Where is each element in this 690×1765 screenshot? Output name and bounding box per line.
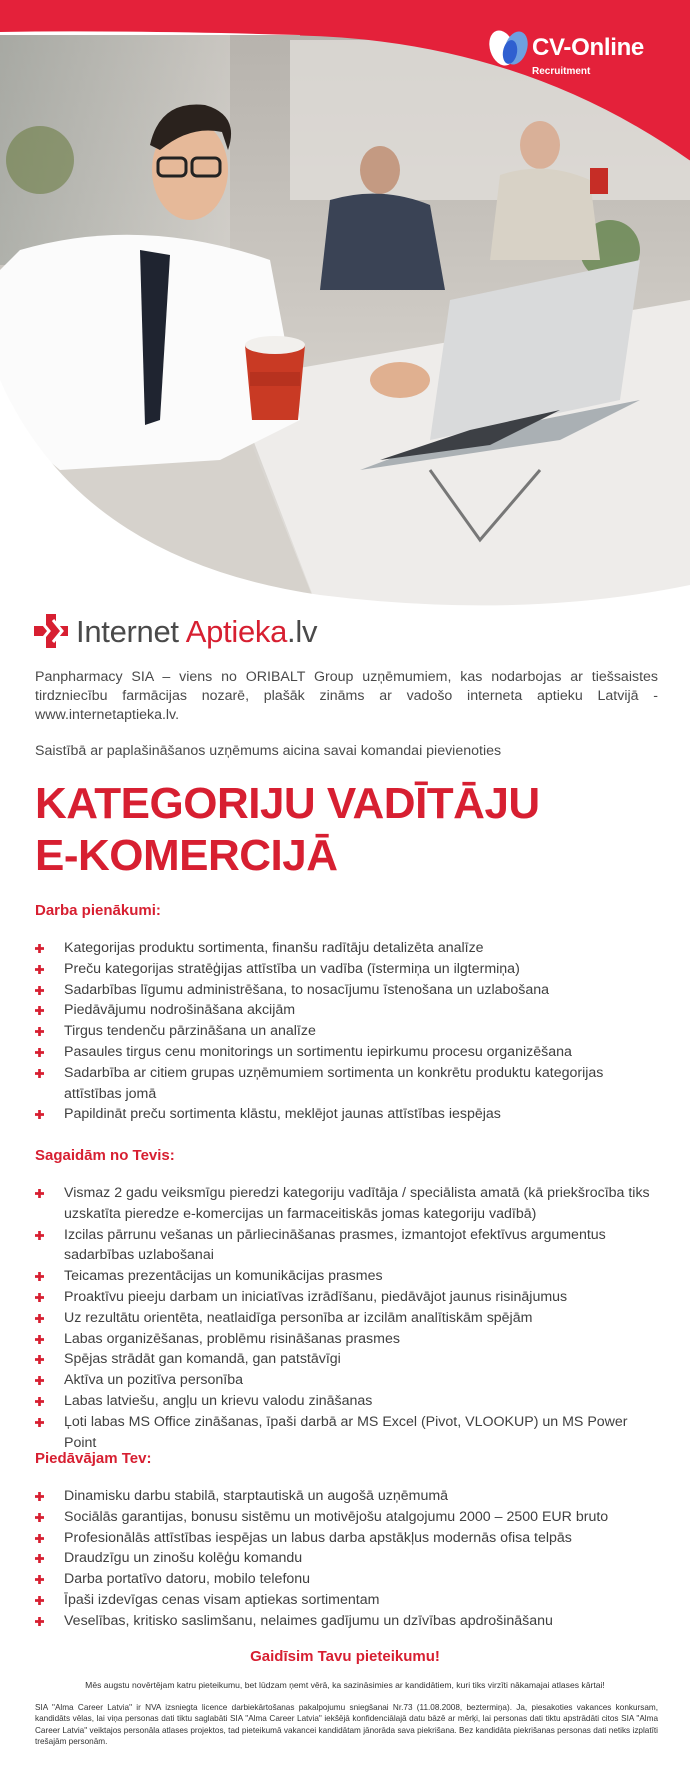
cv-online-name: CV-Online: [532, 34, 644, 61]
bullet-icon: [35, 1048, 44, 1057]
logo-part-aptieka: Aptieka: [185, 614, 288, 649]
list-item-text: Sociālās garantijas, bonusu sistēmu un motivējošu atalgojumu 2000 – 2500 EUR bruto: [64, 1508, 609, 1525]
list-item: [35, 1548, 660, 1569]
list-item-text: Kategorijas produktu sortimenta, finanšu radītāju detalizēta analīze: [64, 940, 484, 956]
invite-text: Saistībā ar paplašināšanos uzņēmums aicina savai komandai pievienoties: [35, 743, 502, 759]
list-item-text: Proaktīvu pieeju darbam un iniciatīvas izrādīšanu, piedāvājot jaunus risinājumus: [64, 1288, 568, 1305]
list-item: [35, 1569, 660, 1590]
legal-disclaimer: SIA "Alma Career Latvia" ir NVA izsniegta licence darbiekārtošanas pakalpojumu sniegšanai Nr.73 (11.08.2008, beztermiņa). Ja, piesakoties vakances konkursam, kandidāts vēlas, lai viņa personas dati tiktu saglabāti SIA "Alma Career Latvia" iekšējā konfidenciālajā datu bāzē ar mērķi, lai personas dati tiktu apstrādāti citos SIA "Alma Career Latvia" veiktajos personāla atlases projektos, tad pieteikumā vakancei kandidātam jānorāda sava piekrišana. Bez kandidāta piekrišanas personas dati netiks izplatīti trešajām personām.: [35, 1703, 658, 1747]
list-item: [35, 1266, 660, 1287]
list-item: [35, 1308, 660, 1329]
list-item-text: Preču kategorijas stratēģijas attīstība un vadība (īstermiņa un ilgtermiņa): [64, 960, 520, 977]
bullet-icon: [35, 1110, 44, 1119]
list-item-text: Pasaules tirgus cenu monitorings un sortimentu iepirkumu procesu organizēšana: [64, 1043, 572, 1060]
bullet-icon: [35, 1575, 44, 1584]
list-item: [35, 1104, 660, 1125]
bullet-icon: [35, 944, 44, 953]
hero-photo: [0, 0, 690, 640]
cv-online-sub: Recruitment: [532, 66, 591, 77]
selection-note: Mēs augstu novērtējam katru pieteikumu, bet lūdzam ņemt vērā, ka sazināsimies ar kandidātiem, kuri tiks virzīti nākamajai atlases kārtai!: [85, 1680, 605, 1690]
logo-part-internet: Internet: [76, 614, 179, 649]
list-item-text: Spējas strādāt gan komandā, gan patstāvīgi: [64, 1351, 341, 1368]
list-item-text: Izcilas pārrunu vešanas un pārliecināšanas prasmes, izmantojot efektīvus argumentus sadarbības uzlabošanai: [64, 1226, 606, 1264]
list-item: [35, 1287, 660, 1308]
hero-banner: [0, 0, 690, 640]
internet-aptieka-wordmark: [76, 614, 317, 650]
bullet-icon: [35, 1027, 44, 1036]
intro-text: Panpharmacy SIA – viens no ORIBALT Group uzņēmumiem, kas nodarbojas ar tiešsaistes tirdzniecību farmācijas nozarē, plašāk zināms ar vadošo interneta aptieku Latvijā - www.internetaptieka.lv.: [35, 669, 658, 723]
list-item: [35, 1412, 660, 1454]
list-item: [35, 1183, 660, 1225]
list-item: [35, 1528, 660, 1549]
bullet-icon: [35, 1534, 44, 1543]
list-item: [35, 1391, 660, 1412]
list-item: [35, 1349, 660, 1370]
requirements-list: [35, 1183, 660, 1453]
list-item-text: Papildināt preču sortimenta klāstu, meklējot jaunas attīstības iespējas: [64, 1106, 501, 1123]
list-item-text: Ļoti labas MS Office zināšanas, īpaši darbā ar MS Excel (Pivot, VLOOKUP) un MS Power Point: [64, 1413, 628, 1451]
list-item: [35, 1611, 660, 1632]
bullet-icon: [35, 1596, 44, 1605]
list-item-text: Teicamas prezentācijas un komunikācijas prasmes: [64, 1268, 383, 1285]
list-item: [35, 980, 660, 1001]
list-item: [35, 1329, 660, 1350]
offer-heading: Piedāvājam Tev:: [35, 1450, 152, 1467]
bullet-icon: [35, 1397, 44, 1406]
job-title: [35, 778, 658, 882]
list-item-text: Īpaši izdevīgas cenas visam aptiekas sortimentam: [64, 1591, 380, 1608]
list-item: [35, 1590, 660, 1611]
cv-online-mark-icon: [486, 26, 532, 70]
list-item-text: Veselības, kritisko saslimšanu, nelaimes gadījumu un dzīvības apdrošināšanu: [64, 1612, 553, 1629]
list-item: [35, 1507, 660, 1528]
bullet-icon: [35, 1006, 44, 1015]
duties-list: [35, 938, 660, 1125]
list-item-text: Darba portatīvo datoru, mobilo telefonu: [64, 1571, 311, 1588]
list-item-text: Uz rezultātu orientēta, neatlaidīga personība ar izcilām analītiskām spējām: [64, 1309, 533, 1326]
cv-online-logo: [486, 26, 676, 86]
list-item: [35, 1063, 660, 1105]
list-item-text: Vismaz 2 gadu veiksmīgu pieredzi kategoriju vadītāja / speciālista amatā (kā priekšrocība tiks uzskatīta pieredze e-komercijas un farmaceitiskās jomas kategoriju vadībā): [64, 1185, 650, 1222]
duties-heading: Darba pienākumi:: [35, 902, 161, 919]
apply-call-to-action: Gaidīsim Tavu pieteikumu!: [250, 1648, 440, 1665]
bullet-icon: [35, 1418, 44, 1427]
list-item: [35, 1042, 660, 1063]
list-item-text: Labas organizēšanas, problēmu risināšanas prasmes: [64, 1330, 400, 1347]
list-item: [35, 1225, 660, 1267]
list-item: [35, 1000, 660, 1021]
list-item-text: Labas latviešu, angļu un krievu valodu zināšanas: [64, 1392, 373, 1409]
list-item-text: Tirgus tendenču pārzināšana un analīze: [64, 1023, 316, 1040]
bullet-icon: [35, 1554, 44, 1563]
list-item-text: Profesionālās attīstības iespējas un labus darba apstākļus modernās ofisa telpās: [64, 1529, 572, 1546]
bullet-icon: [35, 1376, 44, 1385]
list-item: [35, 959, 660, 980]
list-item-text: Sadarbības līgumu administrēšana, to nosacījumu īstenošana un uzlabošana: [64, 981, 550, 998]
job-title-line1: KATEGORIJU VADĪTĀJU: [35, 779, 540, 828]
bullet-icon: [35, 986, 44, 995]
offer-list: [35, 1486, 660, 1632]
list-item-text: Sadarbība ar citiem grupas uzņēmumiem sortimenta un konkrētu produktu kategorijas attīstības jomā: [64, 1064, 604, 1102]
requirements-heading: Sagaidām no Tevis:: [35, 1147, 175, 1164]
list-item: [35, 938, 660, 959]
list-item: [35, 1486, 660, 1507]
bullet-icon: [35, 1335, 44, 1344]
list-item: [35, 1021, 660, 1042]
list-item-text: Draudzīgu un zinošu kolēģu komandu: [64, 1550, 303, 1567]
pharmacy-cross-icon: [34, 614, 68, 648]
list-item: [35, 1370, 660, 1391]
list-item-text: Piedāvājumu nodrošināšana akcijām: [64, 1002, 296, 1019]
bullet-icon: [35, 1272, 44, 1281]
bullet-icon: [35, 1314, 44, 1323]
list-item-text: Dinamisku darbu stabilā, starptautiskā un augošā uzņēmumā: [64, 1488, 449, 1504]
logo-part-lv: .lv: [287, 614, 318, 649]
bullet-icon: [35, 1189, 44, 1198]
bullet-icon: [35, 1231, 44, 1240]
bullet-icon: [35, 1069, 44, 1078]
bullet-icon: [35, 1355, 44, 1364]
job-title-line2: E-KOMERCIJĀ: [35, 831, 338, 880]
bullet-icon: [35, 1293, 44, 1302]
bullet-icon: [35, 965, 44, 974]
internet-aptieka-logo: [34, 612, 394, 656]
bullet-icon: [35, 1492, 44, 1501]
list-item-text: Aktīva un pozitīva personība: [64, 1372, 244, 1389]
bullet-icon: [35, 1617, 44, 1626]
bullet-icon: [35, 1513, 44, 1522]
